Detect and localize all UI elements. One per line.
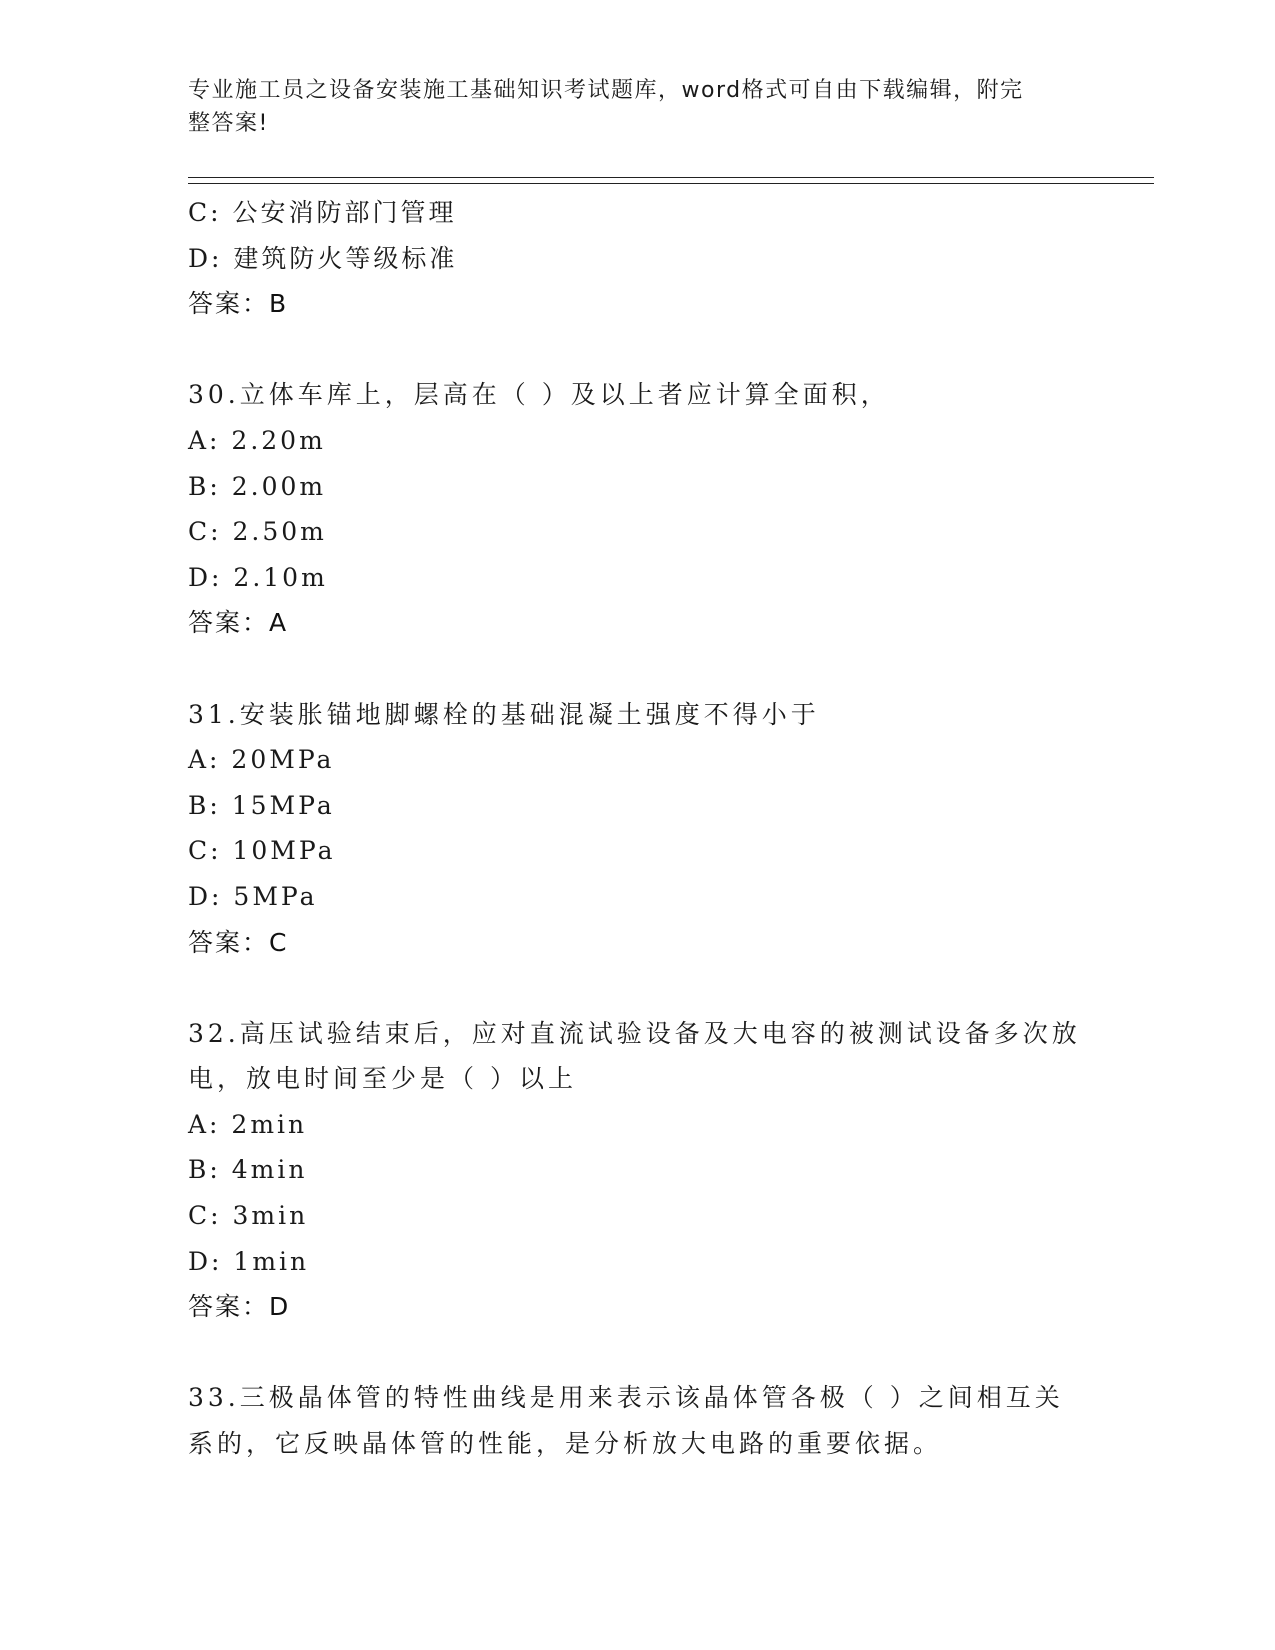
answer-label: 答案：B	[188, 289, 289, 319]
option-b: B: 15MPa	[188, 790, 335, 820]
question-list	[188, 190, 1088, 1467]
question-block-32	[188, 1011, 1088, 1330]
question-block-30	[188, 372, 1088, 646]
question-stem-line-2: 系的，它反映晶体管的性能，是分析放大电路的重要依据。	[188, 1429, 943, 1459]
option-a: A: 20MPa	[188, 745, 335, 775]
question-spacer	[188, 1330, 1088, 1376]
question-stem-line-2: 电，放电时间至少是（ ）以上	[188, 1064, 577, 1094]
question-stem: 30.立体车库上，层高在（ ）及以上者应计算全面积，	[188, 380, 890, 410]
question-block-31	[188, 692, 1088, 966]
question-stem-line-1: 32.高压试验结束后，应对直流试验设备及大电容的被测试设备多次放	[188, 1018, 1081, 1048]
question-stem-line-1: 33.三极晶体管的特性曲线是用来表示该晶体管各极（ ）之间相互关	[188, 1383, 1064, 1413]
header-title-line-2: 整答案!	[188, 111, 269, 136]
document-header	[188, 74, 1068, 140]
answer-label: 答案：D	[188, 1292, 291, 1322]
option-a: A: 2min	[188, 1109, 308, 1139]
option-c: C: 10MPa	[188, 836, 336, 866]
option-a: A: 2.20m	[188, 425, 326, 455]
answer-label: 答案：C	[188, 927, 289, 957]
header-divider-top	[188, 177, 1154, 178]
header-divider-bottom	[188, 183, 1154, 184]
question-spacer	[188, 965, 1088, 1011]
question-block-previous	[188, 190, 1088, 327]
option-c: C: 3min	[188, 1201, 309, 1231]
option-c: C: 2.50m	[188, 517, 327, 547]
answer-label: 答案：A	[188, 608, 289, 638]
option-b: B: 4min	[188, 1155, 308, 1185]
question-spacer	[188, 327, 1088, 373]
option-d: D: 建筑防火等级标准	[188, 243, 458, 273]
option-d: D: 5MPa	[188, 881, 318, 911]
header-title-line-1: 专业施工员之设备安装施工基础知识考试题库，word格式可自由下载编辑，附完	[188, 78, 1024, 103]
question-block-33	[188, 1375, 1088, 1466]
option-d: D: 1min	[188, 1246, 310, 1276]
option-d: D: 2.10m	[188, 562, 328, 592]
option-b: B: 2.00m	[188, 471, 327, 501]
question-spacer	[188, 646, 1088, 692]
question-stem: 31.安装胀锚地脚螺栓的基础混凝土强度不得小于	[188, 699, 820, 729]
option-c: C: 公安消防部门管理	[188, 198, 457, 227]
